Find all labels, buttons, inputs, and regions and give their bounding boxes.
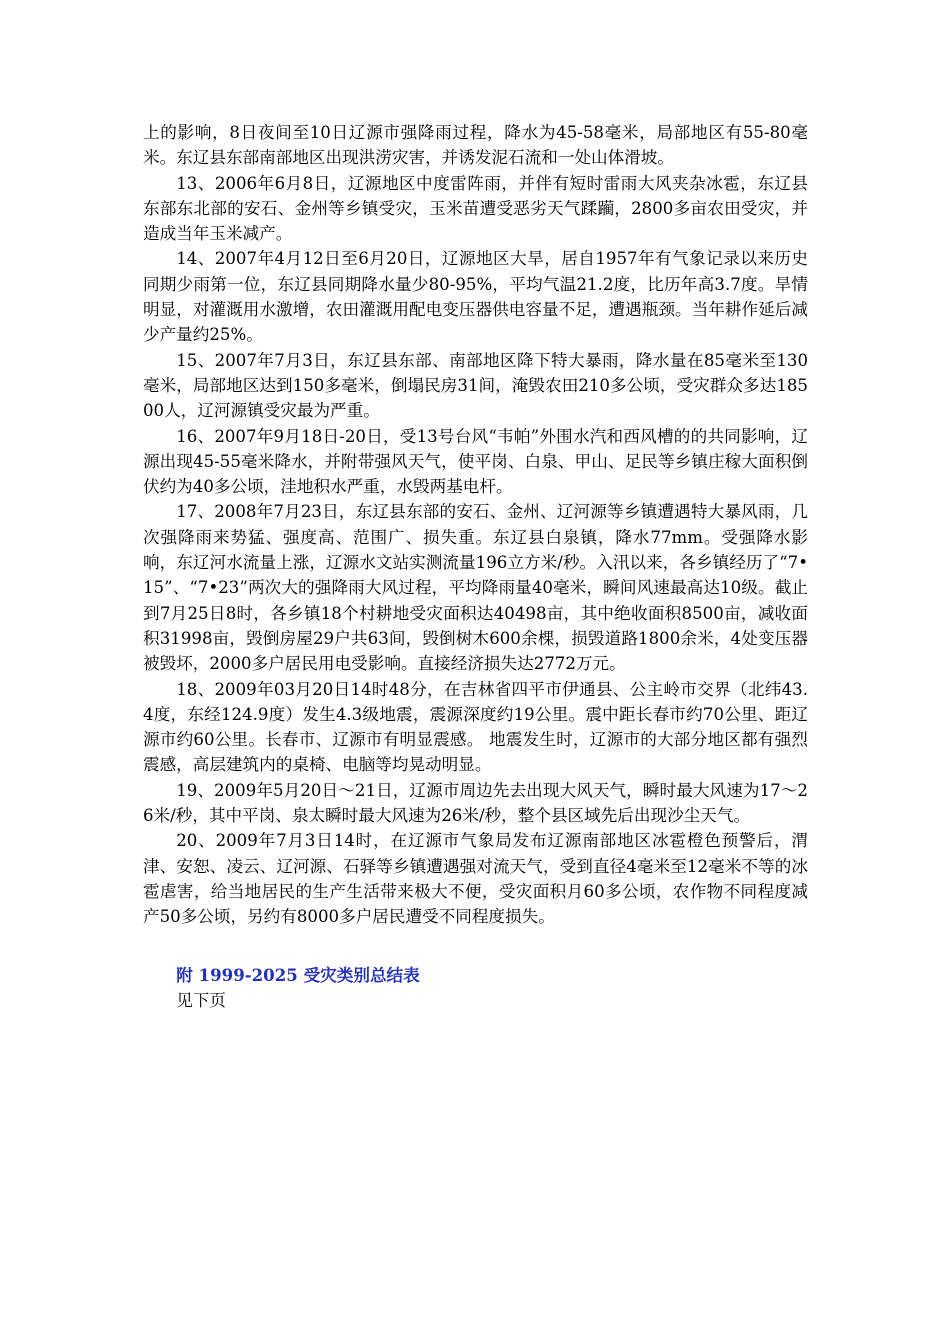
paragraph-item-20: 20、2009年7月3日14时，在辽源市气象局发布辽源南部地区冰雹橙色预警后，渭津、安恕、凌云、辽河源、石驿等乡镇遭遇强对流天气，受到直径4毫米至12毫米不等的冰雹虐害，给当地居民的生产生活带来极大不便，受灾面积月60多公顷，农作物不同程度减产50多公顷，另约有8000多户居民遭受不同程度损失。 (143, 831, 808, 927)
paragraph-item-16: 16、2007年9月18日-20日，受13号台风“韦帕”外围水汽和西风槽的的共同影响，辽源出现45-55毫米降水，并附带强风天气，使平岗、白泉、甲山、足民等乡镇庄稼大面积倒伏约为40多公顷，洼地积水严重，水毁两基电杆。 (143, 426, 808, 497)
paragraph-item-15: 15、2007年7月3日，东辽县东部、南部地区降下特大暴雨，降水量在85毫米至130毫米，局部地区达到150多毫米，倒塌民房31间，淹毁农田210多公顷，受灾群众多达18500人，辽河源镇受灾最为严重。 (143, 350, 808, 421)
appendix-note: 见下页 (176, 990, 226, 1010)
paragraph-item-17: 17、2008年7月23日，东辽县东部的安石、金州、辽河源等乡镇遭遇特大暴风雨，几次强降雨来势猛、强度高、范围广、损失重。东辽县白泉镇，降水77mm。受强降水影响，东辽河水流量上涨，辽源水文站实测流量196立方米/秒。入汛以来，各乡镇经历了“7•15”、“7•23”两次大的强降雨大风过程，平均降雨量40毫米，瞬间风速最高达10级。截止到7月25日8时，各乡镇18个村耕地受灾面积达40498亩，其中绝收面积8500亩，减收面积31998亩，毁倒房屋29户共63间，毁倒树木600余棵，损毁道路1800余米，4处变压器被毁坏，2000多户居民用电受影响。直接经济损失达2772万元。 (143, 502, 808, 674)
paragraph-item-18: 18、2009年03月20日14时48分，在吉林省四平市伊通县、公主岭市交界（北纬43.4度，东经124.9度）发生4.3级地震，震源深度约19公里。震中距长春市约70公里、距辽源市约60公里。长春市、辽源市有明显震感。 地震发生时，辽源市的大部分地区都有强烈震感，高层建筑内的桌椅、电脑等均晃动明显。 (143, 679, 808, 775)
document-body (143, 120, 808, 1013)
paragraph-item-14: 14、2007年4月12日至6月20日，辽源地区大旱，居自1957年有气象记录以来历史同期少雨第一位，东辽县同期降水量少80-95%，平均气温21.2度，比历年高3.7度。旱情明显，对灌溉用水激增，农田灌溉用配电变压器供电容量不足，遭遇瓶颈。当年耕作延后减少产量约25%。 (143, 249, 808, 345)
paragraph-continuation: 上的影响，8日夜间至10日辽源市强降雨过程，降水为45-58毫米，局部地区有55-80毫米。东辽县东部南部地区出现洪涝灾害，并诱发泥石流和一处山体滑坡。 (143, 123, 808, 168)
paragraph-item-13: 13、2006年6月8日，辽源地区中度雷阵雨，并伴有短时雷雨大风夹杂冰雹，东辽县东部东北部的安石、金州等乡镇受灾，玉米苗遭受恶劣天气蹂躏，2800多亩农田受灾，并造成当年玉米减产。 (143, 173, 808, 244)
paragraph-item-19: 19、2009年5月20日～21日，辽源市周边先去出现大风天气，瞬时最大风速为17～26米/秒，其中平岗、泉太瞬时最大风速为26米/秒，整个县区域先后出现沙尘天气。 (143, 780, 808, 826)
appendix-title: 附 1999-2025 受灾类别总结表 (176, 964, 420, 985)
